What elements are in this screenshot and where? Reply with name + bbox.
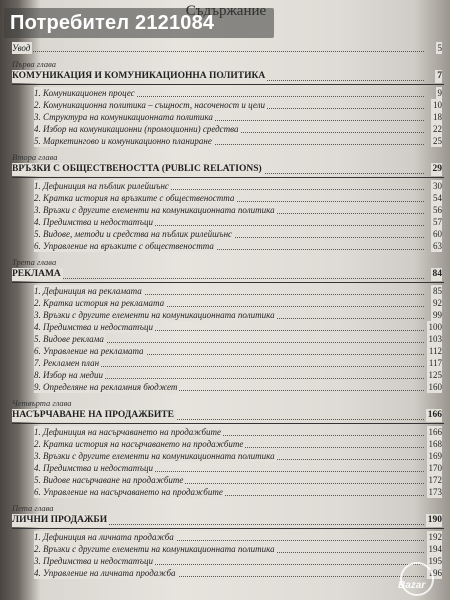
toc-item-row[interactable]	[12, 297, 444, 309]
toc-item-row[interactable]	[12, 333, 444, 345]
logo-text: Bazar	[398, 580, 426, 591]
bazar-logo	[396, 562, 446, 596]
toc-item-row[interactable]	[12, 204, 444, 216]
toc-item-row[interactable]	[12, 123, 444, 135]
toc-item-label: 1. Дефиниция на насърчаването на продажбите	[34, 427, 222, 437]
toc-item-row[interactable]	[12, 357, 444, 369]
toc-item-page: 18	[433, 112, 442, 122]
toc-item-label: 4. Управление на личната продажба	[34, 568, 176, 578]
toc-item-label: 4. Предимства и недостатъци	[34, 322, 153, 332]
section-title: РЕКЛАМА	[12, 269, 61, 279]
toc-item-label: 2. Кратка история на насърчаването на продажбите	[34, 439, 244, 449]
chapter-label: Втора глава	[12, 152, 58, 162]
toc-item-label: 1. Комуникационен процес	[34, 88, 135, 98]
toc-item-row[interactable]	[12, 192, 444, 204]
toc-item-page: 117	[428, 358, 442, 368]
toc-item-page: 56	[433, 205, 442, 215]
toc-item-page: 60	[433, 229, 442, 239]
table-of-contents	[12, 42, 444, 583]
toc-item-label: 2. Кратка история на връзките с обществеността	[34, 193, 235, 203]
chapter-section-row[interactable]	[12, 70, 444, 83]
toc-item-label: 1. Дефиниция на пъблик рилейшънс	[34, 181, 169, 191]
toc-item-row[interactable]	[12, 285, 444, 297]
toc-item-label: 6. Управление на рекламата	[34, 346, 144, 356]
toc-item-page: 25	[433, 136, 442, 146]
toc-item-row[interactable]	[12, 309, 444, 321]
toc-item-page: 195	[428, 556, 442, 566]
toc-item-row[interactable]	[12, 135, 444, 147]
toc-intro-label: Увод	[12, 43, 31, 53]
toc-item-page: 9	[437, 88, 442, 98]
section-page: 166	[427, 410, 442, 420]
toc-item-page: 100	[428, 322, 442, 332]
toc-intro-page: 5	[437, 43, 442, 53]
toc-item-page: 54	[433, 193, 442, 203]
section-title: НАСЪРЧАВАНЕ НА ПРОДАЖБИТЕ	[12, 410, 174, 420]
toc-item-label: 1. Дефиниция на рекламата	[34, 286, 142, 296]
toc-item-page: 85	[433, 286, 442, 296]
toc-item-page: 30	[433, 181, 442, 191]
toc-item-row[interactable]	[12, 426, 444, 438]
section-divider	[12, 423, 444, 424]
toc-item-label: 8. Избор на медии	[34, 370, 103, 380]
toc-item-row[interactable]	[12, 486, 444, 498]
toc-item-label: 2. Връзки с другите елементи на комуникационната политика	[34, 544, 275, 554]
toc-item-page: 125	[428, 370, 442, 380]
section-page: 29	[432, 164, 442, 174]
toc-item-row[interactable]	[12, 240, 444, 252]
toc-item-page: 194	[428, 544, 442, 554]
toc-item-label: 3. Връзки с другите елементи на комуникационната политика	[34, 451, 275, 461]
section-page: 7	[437, 71, 442, 81]
chapter-section-row[interactable]	[12, 409, 444, 422]
toc-item-row[interactable]	[12, 345, 444, 357]
leader-dots	[12, 51, 424, 52]
toc-item-label: 4. Предимства и недостатъци	[34, 463, 153, 473]
toc-item-page: 112	[428, 346, 442, 356]
toc-item-label: 6. Управление на насърчаването на продажбите	[34, 487, 223, 497]
toc-item-row[interactable]	[12, 450, 444, 462]
toc-item-row[interactable]	[12, 87, 444, 99]
toc-item-label: 5. Видове, методи и средства на пъблик рилейшънс	[34, 229, 233, 239]
toc-item-page: 168	[428, 439, 442, 449]
toc-item-label: 9. Определяне на рекламния бюджет	[34, 382, 178, 392]
toc-item-page: 22	[433, 124, 442, 134]
toc-item-row[interactable]	[12, 228, 444, 240]
toc-item-label: 5. Маркетингово и комуникационно планиране	[34, 136, 212, 146]
toc-item-page: 170	[428, 463, 442, 473]
toc-item-page: 57	[433, 217, 442, 227]
toc-item-row[interactable]	[12, 216, 444, 228]
chapter-label: Трета глава	[12, 257, 57, 267]
chapter-label: Първа глава	[12, 59, 56, 69]
toc-item-label: 2. Кратка история на рекламата	[34, 298, 165, 308]
toc-page	[8, 0, 444, 600]
toc-item-page: 99	[433, 310, 442, 320]
toc-item-label: 4. Избор на комуникационни (промоционни) средства	[34, 124, 239, 134]
section-divider	[12, 177, 444, 178]
leader-dots	[12, 278, 424, 279]
toc-item-label: 5. Видове насърчаване на продажбите	[34, 475, 184, 485]
section-divider	[12, 528, 444, 529]
toc-item-row[interactable]	[12, 531, 444, 543]
toc-item-label: 7. Рекламен план	[34, 358, 100, 368]
section-page: 190	[427, 515, 442, 525]
toc-item-row[interactable]	[12, 555, 444, 567]
section-title: ЛИЧНИ ПРОДАЖБИ	[12, 515, 108, 525]
toc-item-row[interactable]	[12, 321, 444, 333]
toc-item-label: 2. Комуникационна политика – същност, насоченост и цели	[34, 100, 266, 110]
toc-item-label: 3. Връзки с другите елементи на комуникационната политика	[34, 205, 275, 215]
section-title: ВРЪЗКИ С ОБЩЕСТВЕНОСТТА (PUBLIC RELATIONS)	[12, 164, 262, 174]
toc-item-page: 103	[428, 334, 442, 344]
toc-item-page: 169	[428, 451, 442, 461]
toc-item-row[interactable]	[12, 111, 444, 123]
toc-item-label: 1. Дефиниция на личната продажба	[34, 532, 174, 542]
chapter-label: Пета глава	[12, 503, 54, 513]
watermark-text: Потребител 2121084	[10, 12, 215, 34]
toc-item-label: 3. Предимства и недостатъци	[34, 556, 153, 566]
toc-item-row[interactable]	[12, 462, 444, 474]
toc-item-row[interactable]	[12, 381, 444, 393]
toc-item-label: 6. Управление на връзките с обществеността	[34, 241, 214, 251]
section-divider	[12, 84, 444, 85]
toc-item-label: 4. Предимства и недостатъци	[34, 217, 153, 227]
toc-item-page: 10	[433, 100, 442, 110]
toc-item-page: 166	[428, 427, 442, 437]
section-page: 84	[432, 269, 442, 279]
toc-item-row[interactable]	[12, 180, 444, 192]
toc-item-row[interactable]	[12, 99, 444, 111]
toc-item-row[interactable]	[12, 438, 444, 450]
toc-item-page: 172	[428, 475, 442, 485]
toc-item-page: 196	[428, 568, 442, 578]
section-divider	[12, 282, 444, 283]
chapter-section-row[interactable]	[12, 163, 444, 176]
section-title: КОМУНИКАЦИЯ И КОМУНИКАЦИОННА ПОЛИТИКА	[12, 71, 266, 81]
toc-item-label: 5. Видове реклама	[34, 334, 104, 344]
toc-item-page: 160	[428, 382, 442, 392]
toc-item-page: 63	[433, 241, 442, 251]
toc-item-label: 3. Връзки с другите елементи на комуникационната политика	[34, 310, 275, 320]
toc-item-row[interactable]	[12, 567, 444, 579]
toc-item-row[interactable]	[12, 474, 444, 486]
chapter-section-row[interactable]	[12, 268, 444, 281]
chapter-label: Четвърта глава	[12, 398, 72, 408]
toc-item-label: 3. Структура на комуникационната политика	[34, 112, 213, 122]
toc-item-page: 92	[433, 298, 442, 308]
toc-item-page: 192	[428, 532, 442, 542]
toc-item-page: 173	[428, 487, 442, 497]
toc-item-row[interactable]	[12, 369, 444, 381]
toc-item-row[interactable]	[12, 543, 444, 555]
spacer	[12, 579, 444, 583]
toc-intro-row[interactable]	[12, 42, 444, 54]
chapter-section-row[interactable]	[12, 514, 444, 527]
